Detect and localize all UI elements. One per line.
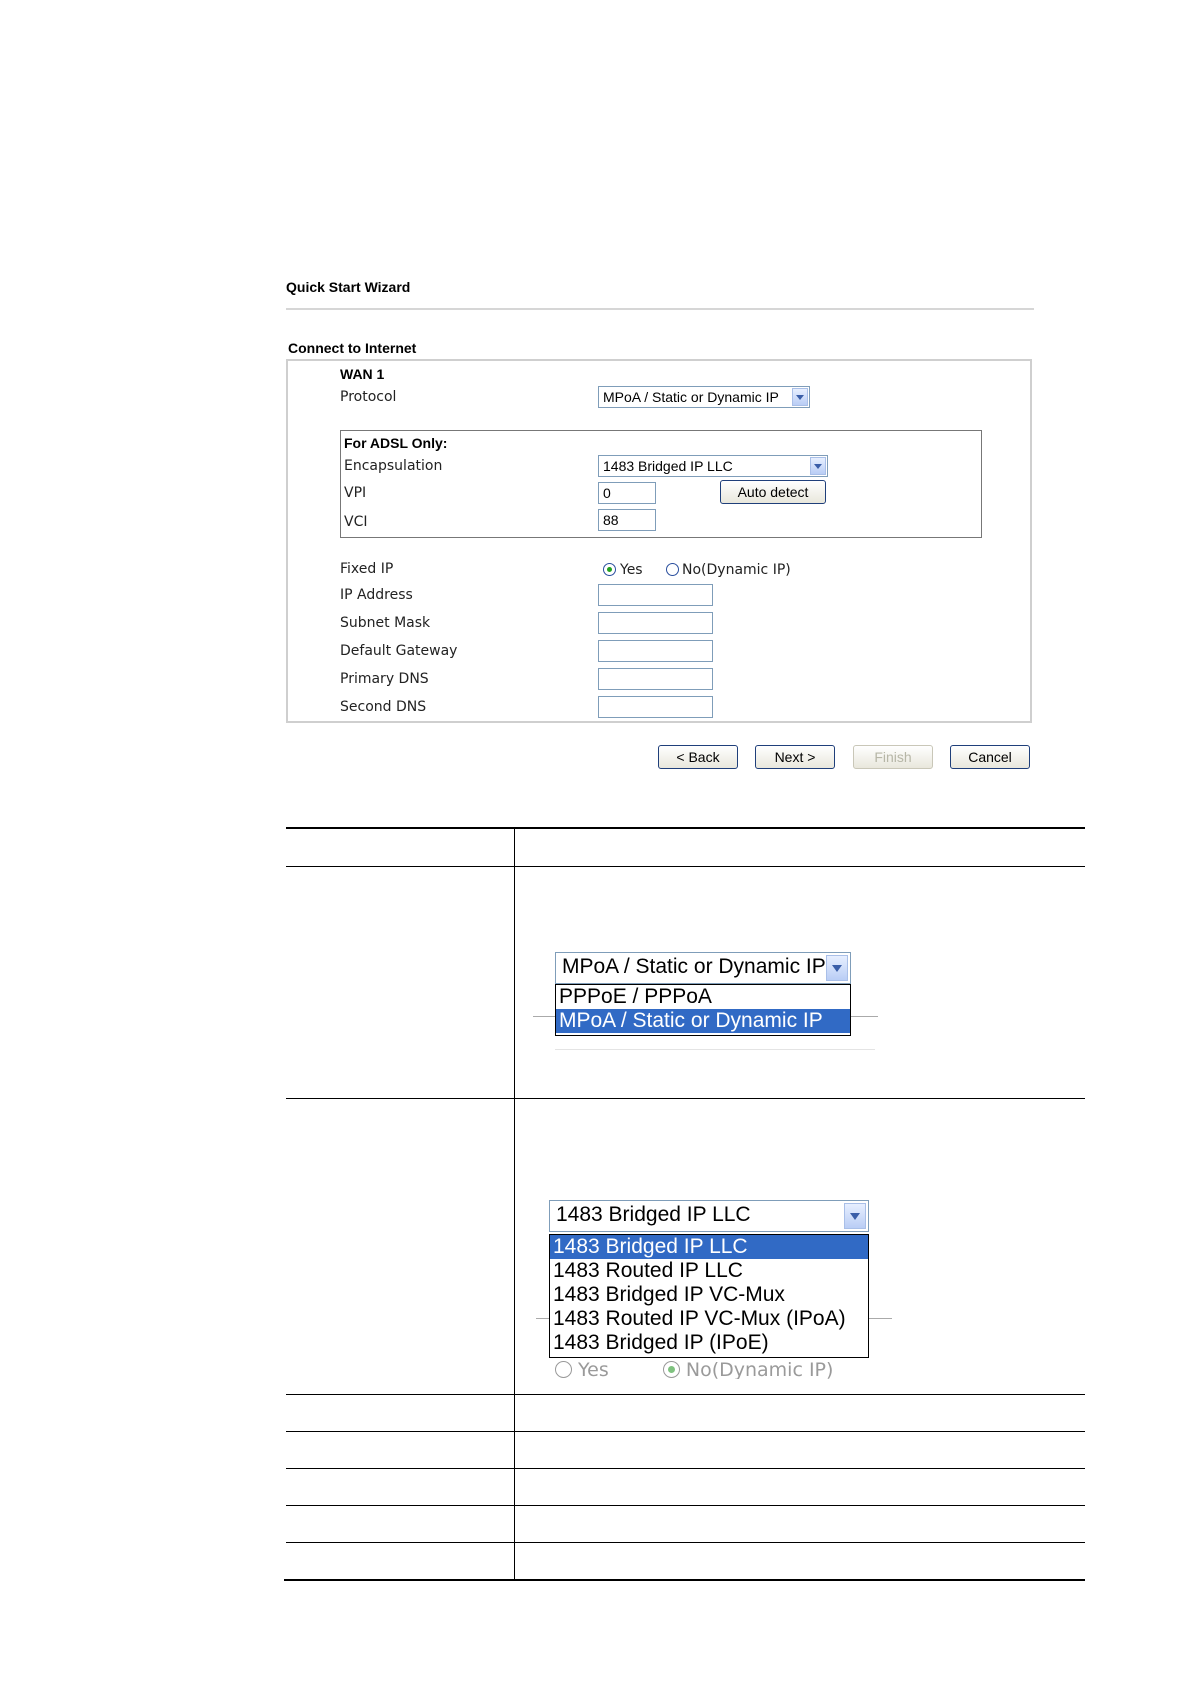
chevron-down-icon — [826, 955, 848, 981]
second-dns-label: Second DNS — [340, 699, 427, 715]
fixed-ip-no-radio[interactable] — [666, 563, 679, 576]
table-row-rule — [286, 1431, 1085, 1432]
chevron-down-icon — [810, 457, 826, 475]
subnet-mask-label: Subnet Mask — [340, 615, 431, 631]
primary-dns-label: Primary DNS — [340, 671, 429, 687]
fixed-ip-yes-label: Yes — [620, 562, 643, 578]
fixed-ip-label: Fixed IP — [340, 561, 394, 577]
back-button[interactable]: < Back — [658, 745, 738, 769]
table-row-rule — [286, 1542, 1085, 1543]
adsl-heading: For ADSL Only: — [344, 435, 448, 451]
table-top-rule — [286, 827, 1085, 829]
default-gateway-input[interactable] — [598, 640, 713, 662]
protocol-select[interactable] — [598, 386, 810, 408]
behind-yes-label: Yes — [578, 1359, 609, 1379]
encapsulation-option[interactable]: 1483 Bridged IP (IPoE) — [553, 1331, 769, 1354]
table-row-rule — [286, 1394, 1085, 1395]
table-row-rule — [286, 1505, 1085, 1506]
encapsulation-option[interactable]: 1483 Bridged IP VC-Mux — [553, 1283, 785, 1306]
fixed-ip-yes-radio[interactable] — [603, 563, 616, 576]
encapsulation-select[interactable] — [598, 455, 828, 477]
encapsulation-option-list — [549, 1234, 869, 1358]
protocol-zoom-select[interactable] — [555, 952, 851, 984]
encapsulation-option-selected[interactable]: 1483 Bridged IP LLC — [550, 1235, 868, 1259]
table-header-rule — [286, 866, 1085, 867]
cancel-button[interactable]: Cancel — [950, 745, 1030, 769]
protocol-option-list — [555, 984, 851, 1036]
yes-radio-icon — [555, 1361, 572, 1378]
table-column-divider — [514, 828, 515, 1580]
protocol-option-selected[interactable]: MPoA / Static or Dynamic IP — [556, 1009, 850, 1033]
encapsulation-zoom-select[interactable] — [549, 1200, 869, 1232]
second-dns-input[interactable] — [598, 696, 713, 718]
vpi-label: VPI — [344, 485, 367, 501]
no-radio-icon — [663, 1361, 680, 1378]
screenshot-fade — [555, 1049, 875, 1050]
behind-no-label: No(Dynamic IP) — [685, 1359, 834, 1379]
encapsulation-zoom-value: 1483 Bridged IP LLC — [556, 1203, 751, 1226]
section-title: Connect to Internet — [288, 340, 417, 356]
table-row-rule — [286, 1098, 1085, 1099]
encapsulation-value: 1483 Bridged IP LLC — [603, 458, 733, 474]
table-bottom-rule — [284, 1579, 1085, 1581]
wan-label: WAN 1 — [340, 366, 385, 382]
protocol-value: MPoA / Static or Dynamic IP — [603, 389, 779, 405]
ip-address-input[interactable] — [598, 584, 713, 606]
default-gateway-label: Default Gateway — [340, 643, 458, 659]
encapsulation-option[interactable]: 1483 Routed IP VC-Mux (IPoA) — [553, 1307, 846, 1330]
behind-radio-row — [555, 1359, 885, 1379]
protocol-zoom-value: MPoA / Static or Dynamic IP — [562, 955, 826, 978]
primary-dns-input[interactable] — [598, 668, 713, 690]
vpi-input[interactable] — [598, 482, 656, 504]
chevron-down-icon — [844, 1203, 866, 1229]
encapsulation-option[interactable]: 1483 Routed IP LLC — [553, 1259, 743, 1282]
protocol-label: Protocol — [340, 389, 397, 405]
subnet-mask-input[interactable] — [598, 612, 713, 634]
title-divider — [286, 308, 1034, 310]
encapsulation-label: Encapsulation — [344, 458, 443, 474]
wizard-title: Quick Start Wizard — [286, 279, 411, 295]
next-button[interactable]: Next > — [755, 745, 835, 769]
vci-label: VCI — [344, 514, 368, 530]
fixed-ip-no-label: No(Dynamic IP) — [682, 562, 791, 578]
ip-address-label: IP Address — [340, 587, 413, 603]
auto-detect-button[interactable]: Auto detect — [720, 480, 826, 504]
vci-input[interactable] — [598, 509, 656, 531]
chevron-down-icon — [792, 388, 808, 406]
protocol-option[interactable]: PPPoE / PPPoA — [559, 985, 712, 1008]
finish-button[interactable]: Finish — [853, 745, 933, 769]
table-row-rule — [286, 1468, 1085, 1469]
